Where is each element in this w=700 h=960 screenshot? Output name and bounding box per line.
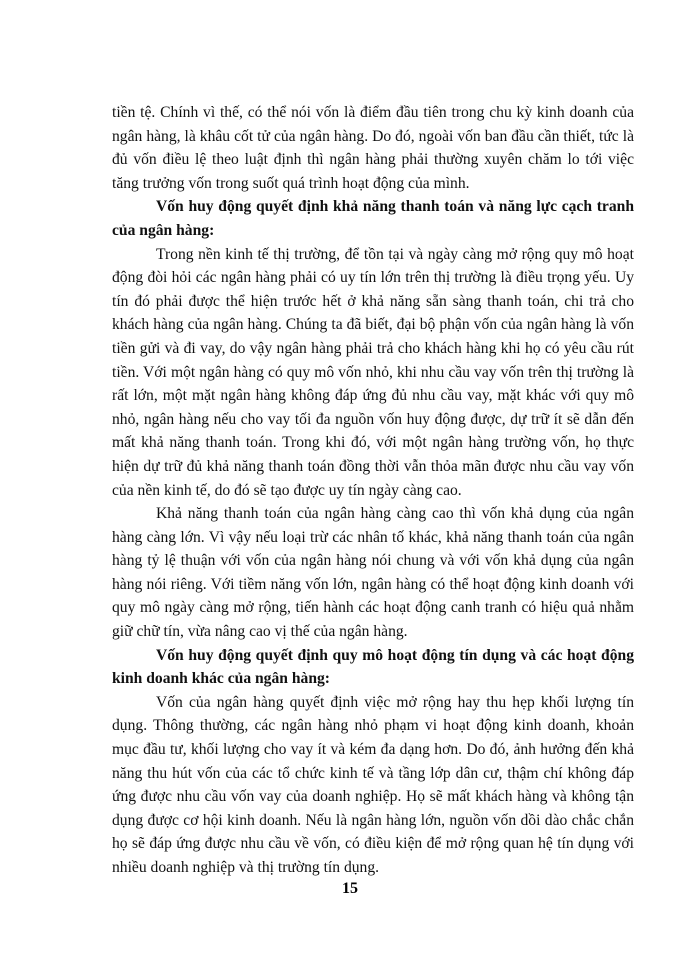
- paragraph-liquidity-2: Khả năng thanh toán của ngân hàng càng cao thì vốn khả dụng của ngân hàng càng lớn. Vì vậy nếu loại trừ các nhân tố khác, khả năng thanh toán của ngân hàng tỷ lệ thuận với vốn của ngân hàng nói chung và với vốn khả dụng của ngân hàng nói riêng. Với tiềm năng vốn lớn, ngân hàng có thể hoạt động kinh doanh với quy mô ngày càng mở rộng, tiến hành các hoạt động canh tranh có hiệu quả nhằm giữ chữ tín, vừa nâng cao vị thế của ngân hàng.: [112, 505, 634, 641]
- section-heading-credit: Vốn huy động quyết định quy mô hoạt động tín dụng và các hoạt động kinh doanh khác của ngân hàng:: [112, 646, 634, 688]
- paragraph-credit: Vốn của ngân hàng quyết định việc mở rộng hay thu hẹp khối lượng tín dụng. Thông thường, các ngân hàng nhỏ phạm vi hoạt động kinh doanh, khoản mục đầu tư, khối lượng cho vay ít và kém đa dạng hơn. Do đó, ảnh hưởng đến khả năng thu hút vốn của các tổ chức kinh tế và tầng lớp dân cư, thậm chí không đáp ứng được nhu cầu vốn vay của doanh nghiệp. Họ sẽ mất khách hàng và không tận dụng được cơ hội kinh doanh. Nếu là ngân hàng lớn, nguồn vốn dồi dào chắc chắn họ sẽ đáp ứng được nhu cầu về vốn, có điều kiện để mở rộng quan hệ tín dụng với nhiều doanh nghiệp và thị trường tín dụng.: [112, 693, 634, 876]
- document-body: [112, 101, 634, 880]
- section-heading-liquidity: Vốn huy động quyết định khả năng thanh toán và năng lực cạch tranh của ngân hàng:: [112, 198, 634, 239]
- page-number: 15: [342, 880, 358, 897]
- paragraph-liquidity-1: Trong nền kinh tế thị trường, để tồn tại và ngày càng mở rộng quy mô hoạt động đòi hỏi các ngân hàng phải có uy tín lớn trên thị trường là điều trọng yếu. Uy tín đó phải được thể hiện trước hết ở khả năng sẵn sàng thanh toán, chi trả cho khách hàng của ngân hàng. Chúng ta đã biết, đại bộ phận vốn của ngân hàng là vốn tiền gửi và đi vay, do vậy ngân hàng phải trả cho khách hàng khi họ có yêu cầu rút tiền. Với một ngân hàng có quy mô vốn nhỏ, khi nhu cầu vay vốn trên thị trường là rất lớn, một mặt ngân hàng không đáp ứng đủ nhu cầu vay, mặt khác với quy mô nhỏ, ngân hàng nếu cho vay tối đa nguồn vốn huy động được, dự trữ ít sẽ dẫn đến mất khả năng thanh toán. Trong khi đó, với một ngân hàng trường vốn, họ thực hiện dự trữ đủ khả năng thanh toán đồng thời vẫn thỏa mãn được nhu cầu vay vốn của nền kinh tế, do đó sẽ tạo được uy tín ngày càng cao.: [112, 245, 634, 499]
- paragraph-intro: tiền tệ. Chính vì thế, có thể nói vốn là điểm đầu tiên trong chu kỳ kinh doanh của ngân hàng, là khâu cốt tử của ngân hàng. Do đó, ngoài vốn ban đầu cần thiết, tức là đủ vốn điều lệ theo luật định thì ngân hàng phải thường xuyên chăm lo tới việc tăng trưởng vốn trong suốt quá trình hoạt động của mình.: [112, 104, 634, 192]
